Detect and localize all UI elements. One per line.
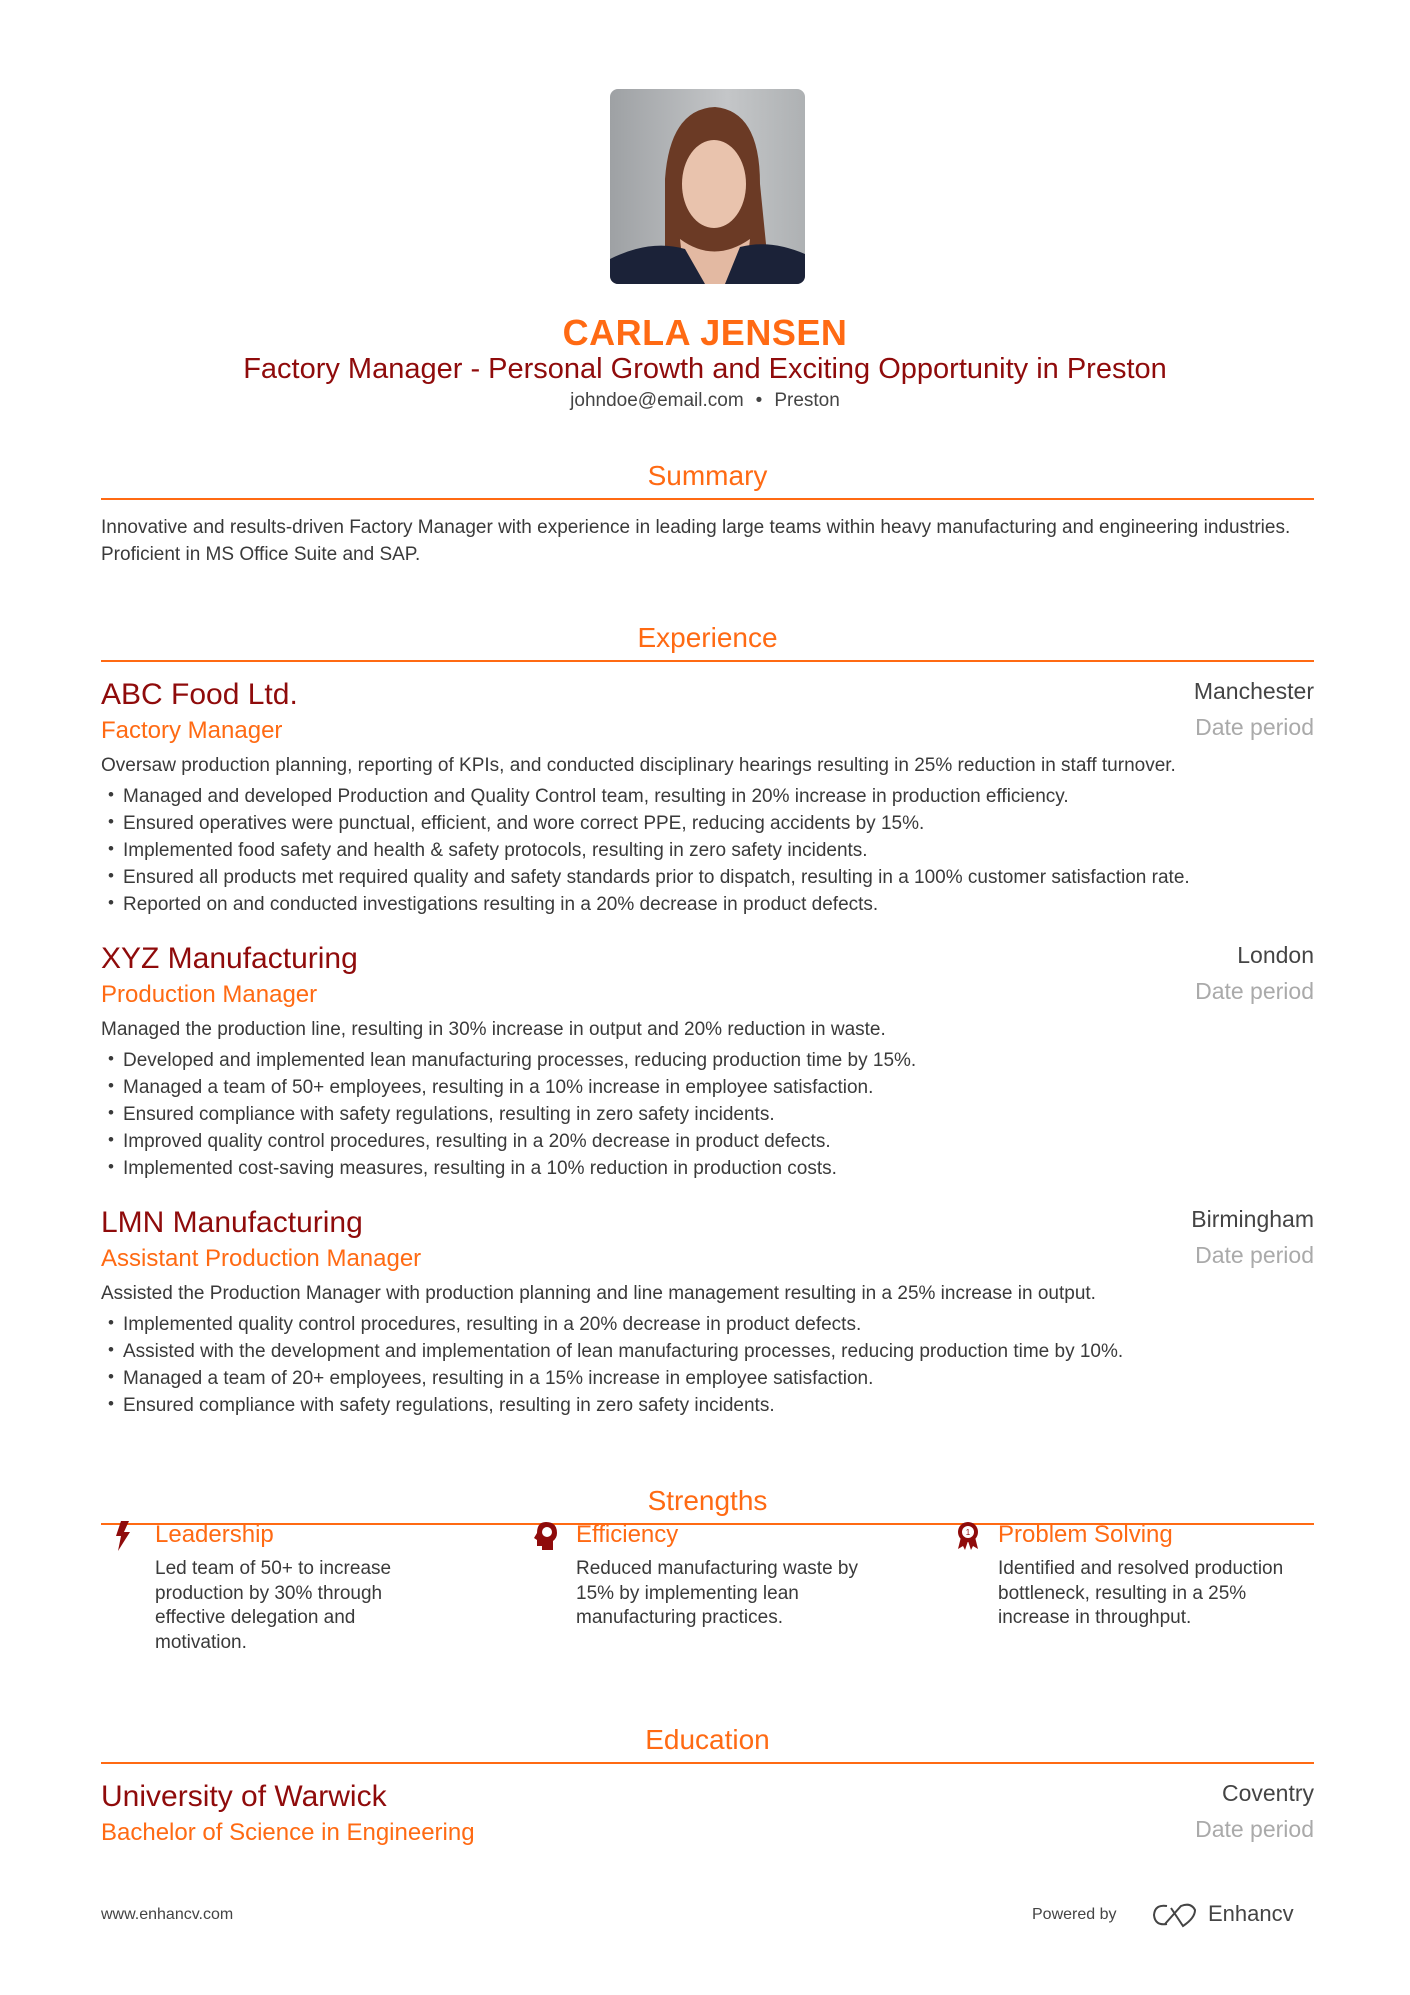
job-location: Manchester [1193,678,1314,704]
job-bullets [101,1311,1314,1419]
strength-text: Reduced manufacturing waste by 15% by implementing lean manufacturing practices. [576,1558,858,1628]
svg-text:1: 1 [965,1528,971,1537]
job-description: Managed the production line, resulting in 30% increase in output and 20% reduction in waste. [101,1019,886,1040]
strength-title: Problem Solving [998,1521,1173,1548]
strength-text: Identified and resolved production bottleneck, resulting in a 25% increase in throughput. [998,1558,1284,1628]
company-name: XYZ Manufacturing [101,942,358,975]
head-brain-icon [534,1521,558,1549]
candidate-name: CARLA JENSEN [562,312,848,353]
job-bullet: • Ensured operatives were punctual, efficient, and wore correct PPE, reducing accidents by 15%. [101,810,1314,837]
job-bullet: • Developed and implemented lean manufacturing processes, reducing production time by 15%. [101,1047,1314,1074]
profile-photo [610,89,805,284]
job-bullet: • Managed a team of 20+ employees, resulting in a 15% increase in employee satisfaction. [101,1365,1314,1392]
school-location: Coventry [1221,1780,1314,1806]
job-description: Assisted the Production Manager with production planning and line management resulting in a 25% increase in output. [101,1283,1096,1304]
job-bullet: • Implemented cost-saving measures, resulting in a 10% reduction in production costs. [101,1155,1314,1182]
job-bullets [101,1047,1314,1182]
job-date: Date period [1195,978,1314,1004]
job-role: Assistant Production Manager [101,1245,422,1272]
company-name: ABC Food Ltd. [101,678,298,711]
school-name: University of Warwick [101,1780,387,1813]
education-section [101,1724,1314,1850]
job-entry [101,940,1314,1182]
job-bullet: • Ensured compliance with safety regulations, resulting in zero safety incidents. [101,1101,1314,1128]
job-bullet: • Implemented quality control procedures, resulting in a 20% decrease in product defects. [101,1311,1314,1338]
job-role: Production Manager [101,981,318,1008]
company-name: LMN Manufacturing [101,1206,363,1239]
experience-section [101,622,1314,1419]
job-location: Birmingham [1191,1206,1314,1232]
enhancv-logo-icon [1151,1902,1199,1933]
award-ribbon-icon [956,1521,980,1549]
job-bullet: • Managed a team of 50+ employees, resulting in a 10% increase in employee satisfaction. [101,1074,1314,1101]
job-bullet: • Managed and developed Production and Quality Control team, resulting in 20% increase in production efficiency. [101,783,1314,810]
powered-by-label: Powered by [1032,1906,1117,1923]
job-description: Oversaw production planning, reporting of KPIs, and conducted disciplinary hearings resulting in 25% reduction in staff turnover. [101,755,1176,776]
location: Preston [774,390,840,411]
strength-title: Efficiency [576,1521,679,1548]
strength-title: Leadership [155,1521,274,1548]
job-role: Factory Manager [101,717,283,744]
email[interactable]: johndoe@email.com [570,390,744,411]
job-entry [101,1204,1314,1419]
footer-website[interactable]: www.enhancv.com [101,1906,234,1923]
enhancv-brand: Enhancv [1208,1901,1294,1926]
section-heading: Experience [101,622,1314,662]
job-date: Date period [1195,1242,1314,1268]
job-bullet: • Ensured compliance with safety regulations, resulting in zero safety incidents. [101,1392,1314,1419]
job-date: Date period [1195,714,1314,740]
strength-item [956,1519,1286,1631]
degree: Bachelor of Science in Engineering [101,1819,475,1846]
job-bullet: • Improved quality control procedures, resulting in a 20% decrease in product defects. [101,1128,1314,1155]
section-heading: Summary [101,460,1314,500]
education-date: Date period [1195,1816,1314,1842]
candidate-title: Factory Manager - Personal Growth and Exciting Opportunity in Preston [243,353,1167,385]
section-heading: Strengths [101,1485,1314,1525]
section-heading: Education [101,1724,1314,1764]
strength-item [534,1519,864,1631]
job-bullet: • Ensured all products met required quality and safety standards prior to dispatch, resulting in a 100% customer satisfaction rate. [101,864,1314,891]
job-bullets [101,783,1314,918]
strengths-section [101,1485,1314,1705]
job-bullet: • Assisted with the development and implementation of lean manufacturing processes, reducing production time by 10%. [101,1338,1314,1365]
summary-text: Innovative and results-driven Factory Manager with experience in leading large teams within heavy manufacturing and engineering industries. Proficient in MS Office Suite and SAP. [101,517,1291,565]
separator-dot: • [755,390,763,411]
strength-text: Led team of 50+ to increase production by 30% through effective delegation and motivation. [155,1558,392,1653]
summary-section [101,460,1314,568]
contact-info [0,390,1410,412]
job-entry [101,676,1314,918]
education-entry [101,1778,1314,1850]
lightning-bolt-icon [113,1521,137,1549]
job-location: London [1237,942,1314,968]
job-bullet: • Reported on and conducted investigations resulting in a 20% decrease in product defects. [101,891,1314,918]
job-bullet: • Implemented food safety and health & safety protocols, resulting in zero safety incidents. [101,837,1314,864]
strength-item [113,1519,443,1655]
